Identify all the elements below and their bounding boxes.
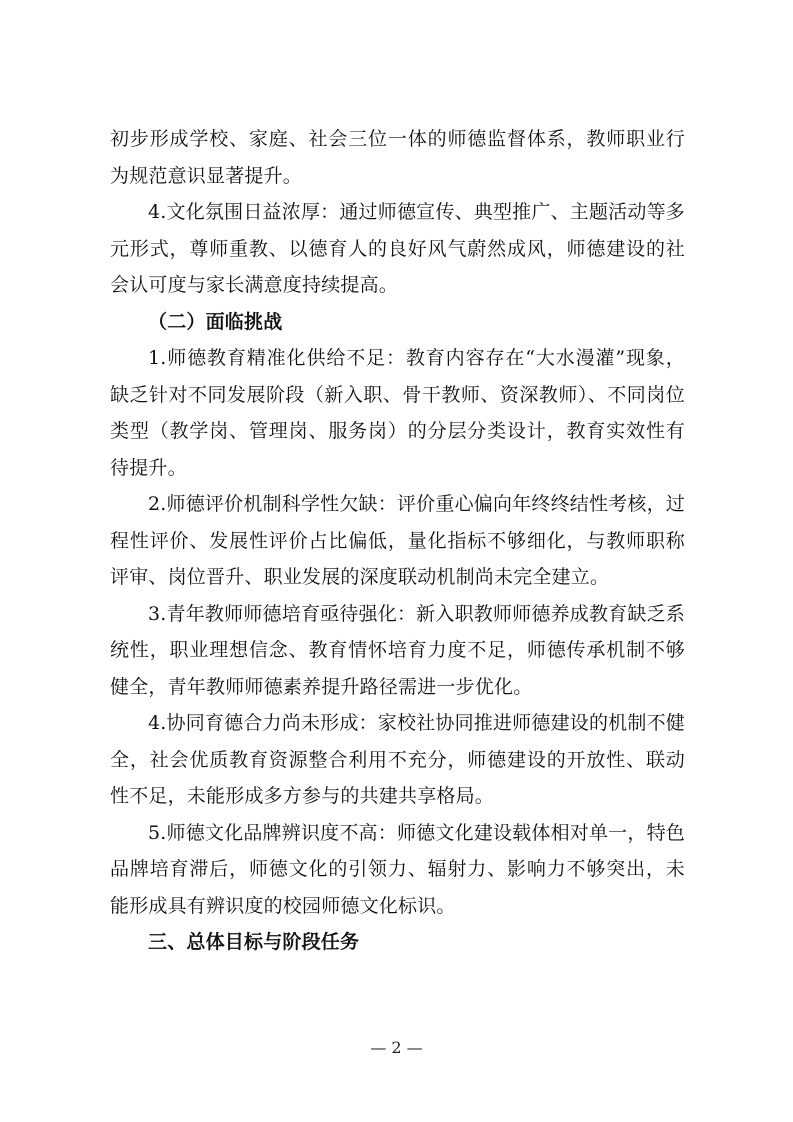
- body-text: [110, 121, 685, 961]
- section-heading-challenges: （二）面临挑战: [148, 310, 283, 333]
- paragraph-challenge-4: 4.协同育德合力尚未形成：家校社协同推进师德建设的机制不健全，社会优质教育资源整合利用不充分，师德建设的开放性、联动性不足，未能形成多方参与的共建共享格局。: [110, 712, 685, 807]
- section-heading-goals: 三、总体目标与阶段任务: [148, 931, 360, 953]
- paragraph-continuation: 初步形成学校、家庭、社会三位一体的师德监督体系，教师职业行为规范意识显著提升。: [110, 128, 685, 187]
- paragraph-culture-atmosphere: 4.文化氛围日益浓厚：通过师德宣传、典型推广、主题活动等多元形式，尊师重教、以德育人的良好风气蔚然成风，师德建设的社会认可度与家长满意度持续提高。: [110, 201, 685, 296]
- paragraph-challenge-2: 2.师德评价机制科学性欠缺：评价重心偏向年终终结性考核，过程性评价、发展性评价占比偏低，量化指标不够细化，与教师职称评审、岗位晋升、职业发展的深度联动机制尚未完全建立。: [110, 493, 685, 588]
- paragraph-challenge-3: 3.青年教师师德培育亟待强化：新入职教师师德养成教育缺乏系统性，职业理想信念、教育情怀培育力度不足，师德传承机制不够健全，青年教师师德素养提升路径需进一步优化。: [110, 602, 685, 698]
- paragraph-challenge-1: 1.师德教育精准化供给不足：教育内容存在“大水漫灌”现象，缺乏针对不同发展阶段（新入职、骨干教师、资深教师）、不同岗位类型（教学岗、管理岗、服务岗）的分层分类设计，教育实效性有待提升。: [110, 347, 685, 479]
- page-number: — 2 —: [370, 1038, 423, 1057]
- paragraph-challenge-5: 5.师德文化品牌辨识度不高：师德文化建设载体相对单一，特色品牌培育滞后，师德文化的引领力、辐射力、影响力不够突出，未能形成具有辨识度的校园师德文化标识。: [110, 821, 685, 917]
